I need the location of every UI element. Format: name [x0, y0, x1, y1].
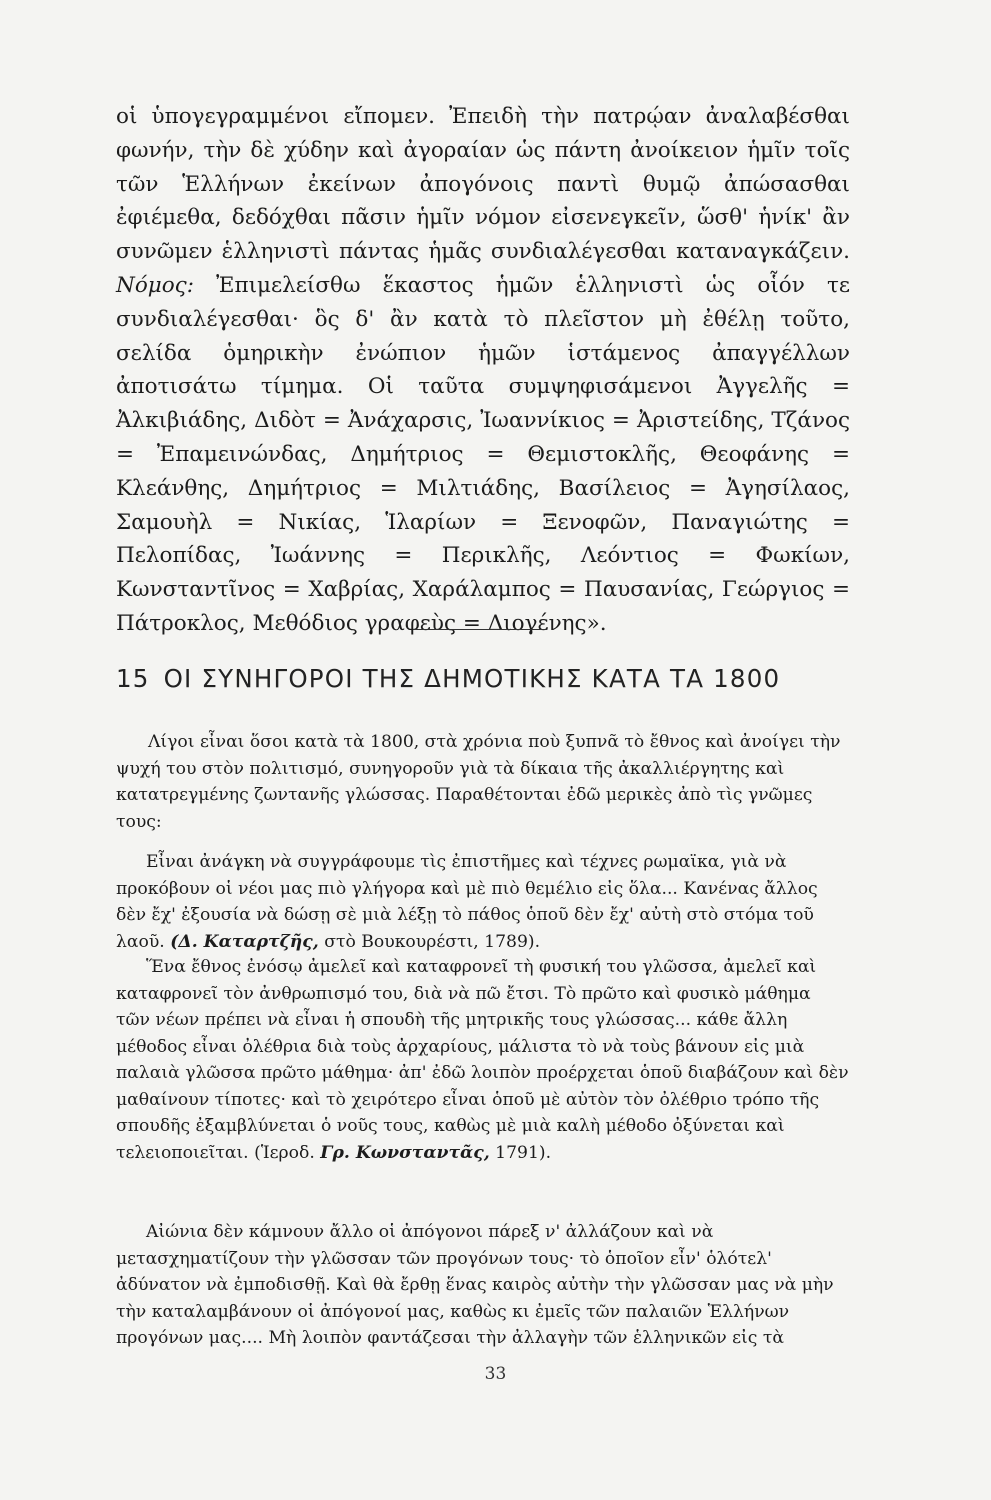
- law-text: Ἐπιμελείσθω ἕκαστος ἡμῶν ἑλληνιστὶ ὡς οἷόν τε συνδιαλέγεσθαι· ὃς δ' ἂν κατὰ τὸ πλεῖστον μὴ ἐθέλῃ τοῦτο, σελίδα ὁμηρικὴν ἐνώπιον ἡμῶν ἱστάμενος ἀπαγγέλλων ἀποτισάτω τίμημα. Οἱ ταῦτα συμψηφισάμενοι Ἀγγελῆς = Ἀλκιβιάδης, Διδὸτ = Ἀνάχαρσις, Ἰωαννίκιος = Ἀριστείδης, Τζάνος = Ἐπαμεινώνδας, Δημήτριος = Θεμιστοκλῆς, Θεοφάνης = Κλεάνθης, Δημήτριος = Μιλτιάδης, Βασίλειος = Ἀγησίλαος, Σαμουὴλ = Νικίας, Ἱλαρίων = Ξενοφῶν, Παναγιώτης = Πελοπίδας, Ἰωάννης = Περικλῆς, Λεόντιος = Φωκίων, Κωνσταντῖνος = Χαβρίας, Χαράλαμπος = Παυσανίας, Γεώργιος = Πάτροκλος, Μεθόδιος γραφεὺς = Διογένης».: [116, 272, 850, 636]
- section-number: 15: [116, 664, 150, 693]
- quote-2-source-prefix: (Ἱεροδ.: [254, 1142, 321, 1163]
- quote-2: [116, 954, 850, 1166]
- law-label: Νόμος:: [116, 272, 194, 298]
- quote-1-source-rest: στὸ Βουκουρέστι, 1789).: [318, 931, 541, 952]
- quote-1-source-author: (Δ. Καταρτζῆς,: [170, 931, 319, 952]
- quote-2-source-author: Γρ. Κωνσταντᾶς,: [320, 1142, 490, 1163]
- quote-2-source-rest: 1791).: [489, 1142, 552, 1163]
- first-paragraph: [116, 100, 850, 641]
- page-number: 33: [484, 1364, 507, 1384]
- quote-2-block: [116, 937, 850, 1183]
- section-intro: Λίγοι εἶναι ὅσοι κατὰ τὰ 1800, στὰ χρόνια ποὺ ξυπνᾶ τὸ ἔθνος καὶ ἀνοίγει τὴν ψυχή του στὸν πολιτισμό, συνηγοροῦν γιὰ τὰ δίκαια τῆς ἀκαλλιέργητης καὶ κατατρεγμένης ζωντανῆς γλώσσας. Παραθέτονται ἐδῶ μερικὲς ἀπὸ τὶς γνῶμες τους:: [116, 732, 841, 832]
- quote-3-block: [116, 1202, 850, 1369]
- quote-2-text: Ἕνα ἔθνος ἐνόσῳ ἀμελεῖ καὶ καταφρονεῖ τὴ φυσική του γλῶσσα, ἀμελεῖ καὶ καταφρονεῖ τὸν ἀνθρωπισμό του, διὰ νὰ πῶ ἔτσι. Τὸ πρῶτο καὶ φυσικὸ μάθημα τῶν νέων πρέπει νὰ εἶναι ἡ σπουδὴ τῆς μητρικῆς τους γλώσσας... κάθε ἄλλη μέθοδος εἶναι ὀλέθρια διὰ τοὺς ἀρχαρίους, μάλιστα τὸ νὰ τοὺς βάνουν εἰς μιὰ παλαιὰ γλῶσσα πρῶτο μάθημα· ἀπ' ἐδῶ λοιπὸν προέρχεται ὁποῦ διαβάζουν καὶ δὲν μαθαίνουν τίποτες· καὶ τὸ χειρότερο εἶναι ὁποῦ μὲ αὐτὸν τὸν ὀλέθριο τρόπο τῆς σπουδῆς ἐξαμβλύνεται ὁ νοῦς τους, καθὼς μὲ μιὰ καλὴ μέθοδο ὀξύνεται καὶ τελειοποιεῖται.: [116, 957, 849, 1163]
- section-heading: [116, 664, 856, 693]
- quote-1-text: Εἶναι ἀνάγκη νὰ συγγράφουμε τὶς ἐπιστῆμες καὶ τέχνες ρωμαϊκα, γιὰ νὰ προκόβουν οἱ νέοι μας πιὸ γλήγορα καὶ μὲ πιὸ θεμέλιο εἰς ὅλα... Κανένας ἄλλος δὲν ἔχ' ἐξουσία νὰ δώσῃ σὲ μιὰ λέξῃ τὸ πάθος ὁποῦ δὲν ἔχ' αὐτὴ στὸ στόμα τοῦ λαοῦ.: [116, 852, 818, 952]
- first-paragraph-text: οἱ ὑπογεγραμμένοι εἴπομεν. Ἐπειδὴ τὴν πατρῴαν ἀναλαβέσθαι φωνήν, τὴν δὲ χύδην καὶ ἀγοραίαν ὡς πάντη ἀνοίκειον ἡμῖν τοῖς τῶν Ἑλλήνων ἐκείνων ἀπογόνοις παντὶ θυμῷ ἀπώσασθαι ἐφιέμεθα, δεδόχθαι πᾶσιν ἡμῖν νόμον εἰσενεγκεῖν, ὥσθ' ἡνίκ' ἂν συνῶμεν ἑλληνιστὶ πάντας ἡμᾶς συνδιαλέγεσθαι καταναγκάζειν.: [116, 104, 850, 265]
- section-divider: [413, 629, 547, 630]
- quote-3: Αἰώνια δὲν κάμνουν ἄλλο οἱ ἀπόγονοι πάρεξ ν' ἀλλάζουν καὶ νὰ μετασχηματίζουν τὴν γλῶσσαν τῶν προγόνων τους· τὸ ὁποῖον εἶν' ὁλότελ' ἀδύνατον νὰ ἐμποδισθῇ. Καὶ θὰ ἔρθῃ ἕνας καιρὸς αὐτὴν τὴν γλῶσσαν μας νὰ μὴν τὴν καταλαμβάνουν οἱ ἀπόγονοί μας, καθὼς κι ἐμεῖς τῶν παλαιῶν Ἑλλήνων προγόνων μας.... Μὴ λοιπὸν φαντάζεσαι τὴν ἀλλαγὴν τῶν ἑλληνικῶν εἰς τὰ: [116, 1222, 834, 1349]
- first-paragraph-block: [116, 100, 850, 641]
- section-title: ΟΙ ΣΥΝΗΓΟΡΟΙ ΤΗΣ ΔΗΜΟΤΙΚΗΣ ΚΑΤΑ ΤΑ 1800: [163, 664, 781, 693]
